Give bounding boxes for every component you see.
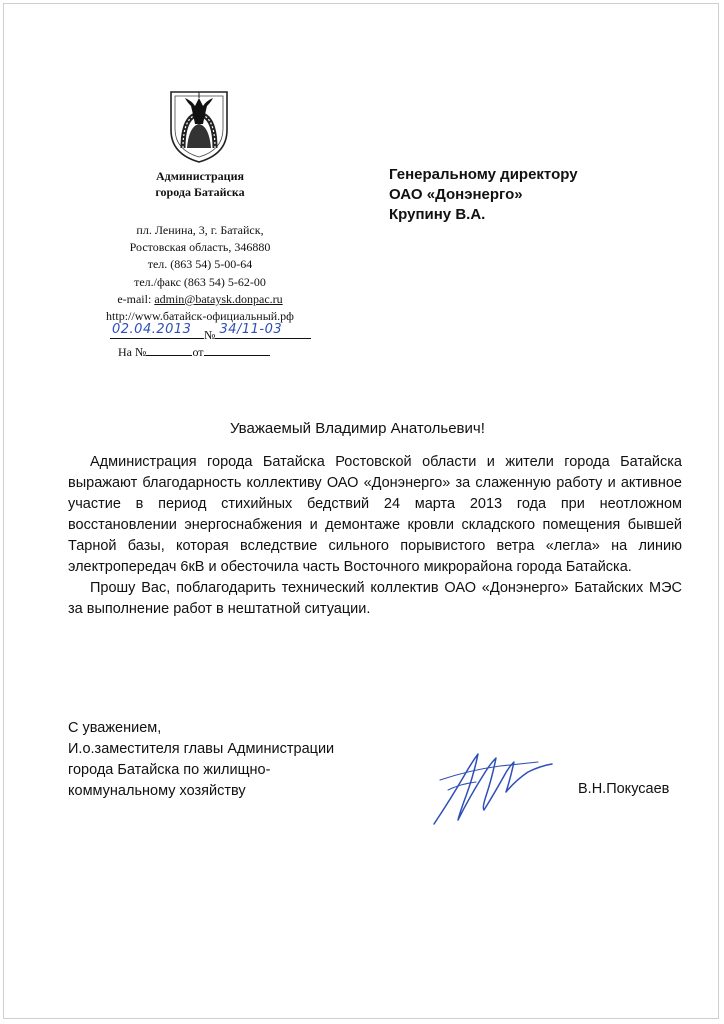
salutation: Уважаемый Владимир Анатольевич! — [230, 420, 485, 437]
org-name-line1: Администрация — [155, 169, 244, 183]
closing-line3: города Батайска по жилищно- — [68, 762, 271, 778]
phone-line: тел. (863 54) 5-00-64 — [147, 257, 253, 272]
signer-name: В.Н.Покусаев — [578, 781, 670, 797]
recipient-line2: ОАО «Донэнерго» — [389, 186, 523, 203]
address-line1: пл. Ленина, 3, г. Батайск, — [136, 223, 264, 237]
email-line — [85, 291, 315, 308]
letter-body — [68, 452, 682, 620]
closing-block — [68, 718, 388, 802]
address-line2: Ростовская область, 346880 — [129, 240, 271, 255]
website-link[interactable]: http://www.батайск-официальный.рф — [106, 309, 294, 324]
organization-name — [110, 168, 290, 200]
date-field — [110, 322, 204, 339]
outgoing-number: 34/11-03 — [219, 322, 283, 337]
number-label: № — [204, 328, 216, 342]
fax-line: тел./факс (863 54) 5-62-00 — [134, 274, 266, 289]
signature-icon — [420, 740, 560, 830]
reply-number-blank — [146, 343, 192, 356]
body-paragraph-1: Администрация города Батайска Ростовской области и жители города Батайска выражают благодарность коллективу ОАО «Донэнерго» за слаженную работу и активное участие в период стихийных бедствий 24 марта 2013 года при неотложном восстановлении энергоснабжения и демонтаже кровли складского помещения бывшей Тарной базы, которая вследствие сильного порывистого ветра «легла» на линию электропередач 6кВ и обесточила часть Восточного микрорайона города Батайска. — [68, 454, 682, 575]
reply-reference — [118, 343, 338, 360]
number-field — [215, 322, 311, 339]
closing-line4: коммунальному хозяйству — [68, 783, 246, 799]
reply-date-blank — [204, 343, 270, 356]
coat-of-arms-icon — [165, 84, 233, 164]
contact-block — [85, 222, 315, 325]
recipient-line1: Генеральному директору — [389, 166, 578, 183]
org-name-line2: города Батайска — [155, 185, 245, 199]
body-paragraph-2: Прошу Вас, поблагодарить технический коллектив ОАО «Донэнерго» Батайских МЭС за выполнение работ в нештатной ситуации. — [68, 580, 682, 617]
outgoing-reference — [110, 322, 340, 343]
recipient-line3: Крупину В.А. — [389, 206, 486, 223]
closing-line2: И.о.заместителя главы Администрации — [68, 741, 335, 757]
reply-date-label: от — [192, 345, 204, 359]
recipient-block — [389, 165, 639, 225]
outgoing-date: 02.04.2013 — [112, 322, 192, 337]
email-link[interactable]: admin@bataysk.donpac.ru — [154, 291, 283, 306]
email-label: e-mail: — [117, 291, 155, 306]
reply-number-label: На № — [118, 345, 147, 359]
closing-line1: С уважением, — [68, 720, 162, 736]
